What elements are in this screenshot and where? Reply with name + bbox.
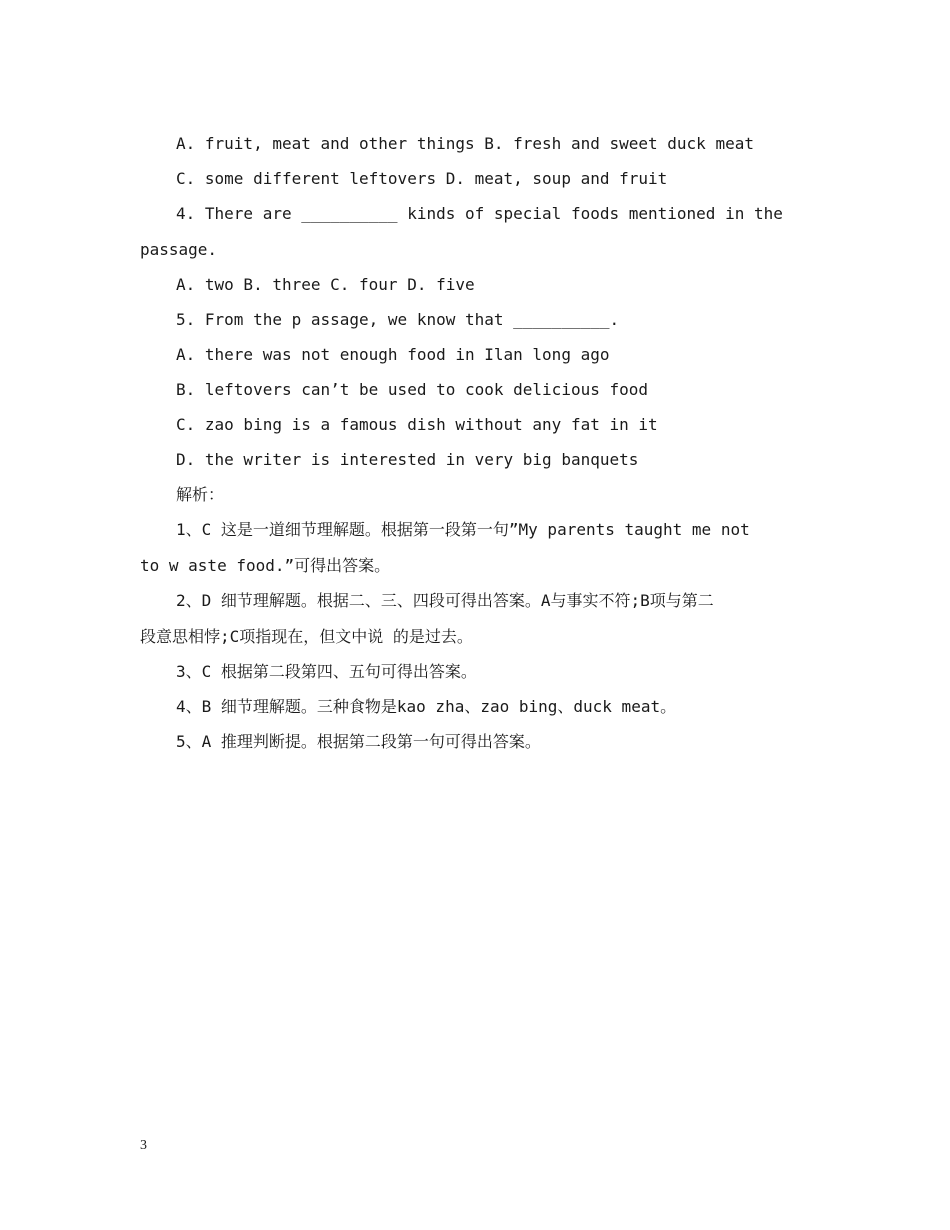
question-4-line-2: passage.	[140, 240, 218, 259]
option-5b: B. leftovers can’t be used to cook delicious food	[176, 380, 649, 399]
question-5: 5. From the p assage, we know that __________.	[176, 310, 620, 329]
answer-1-line-1: 1、C 这是一道细节理解题。根据第一段第一句”My parents taught me not	[176, 520, 750, 539]
analysis-heading: 解析：	[176, 485, 225, 504]
option-5c: C. zao bing is a famous dish without any fat in it	[176, 415, 658, 434]
answer-3: 3、C 根据第二段第四、五句可得出答案。	[176, 662, 477, 681]
question-4-line-1: 4. There are __________ kinds of special foods mentioned in the	[176, 204, 783, 223]
answer-2-line-1: 2、D 细节理解题。根据二、三、四段可得出答案。A与事实不符;B项与第二	[176, 591, 714, 610]
option-line-3ab: A. fruit, meat and other things B. fresh and sweet duck meat	[176, 134, 754, 153]
option-5a: A. there was not enough food in Ilan long ago	[176, 345, 610, 364]
answer-2-line-2: 段意思相悖;C项指现在，但文中说 的是过去。	[140, 627, 473, 646]
option-5d: D. the writer is interested in very big banquets	[176, 450, 639, 469]
answer-4: 4、B 细节理解题。三种食物是kao zha、zao bing、duck meat。	[176, 697, 677, 716]
answer-1-line-2: to w aste food.”可得出答案。	[140, 556, 391, 575]
page-number: 3	[140, 1138, 147, 1153]
answer-5: 5、A 推理判断提。根据第二段第一句可得出答案。	[176, 732, 541, 751]
option-line-3cd: C. some different leftovers D. meat, soup and fruit	[176, 169, 668, 188]
option-line-4: A. two B. three C. four D. five	[176, 275, 475, 294]
